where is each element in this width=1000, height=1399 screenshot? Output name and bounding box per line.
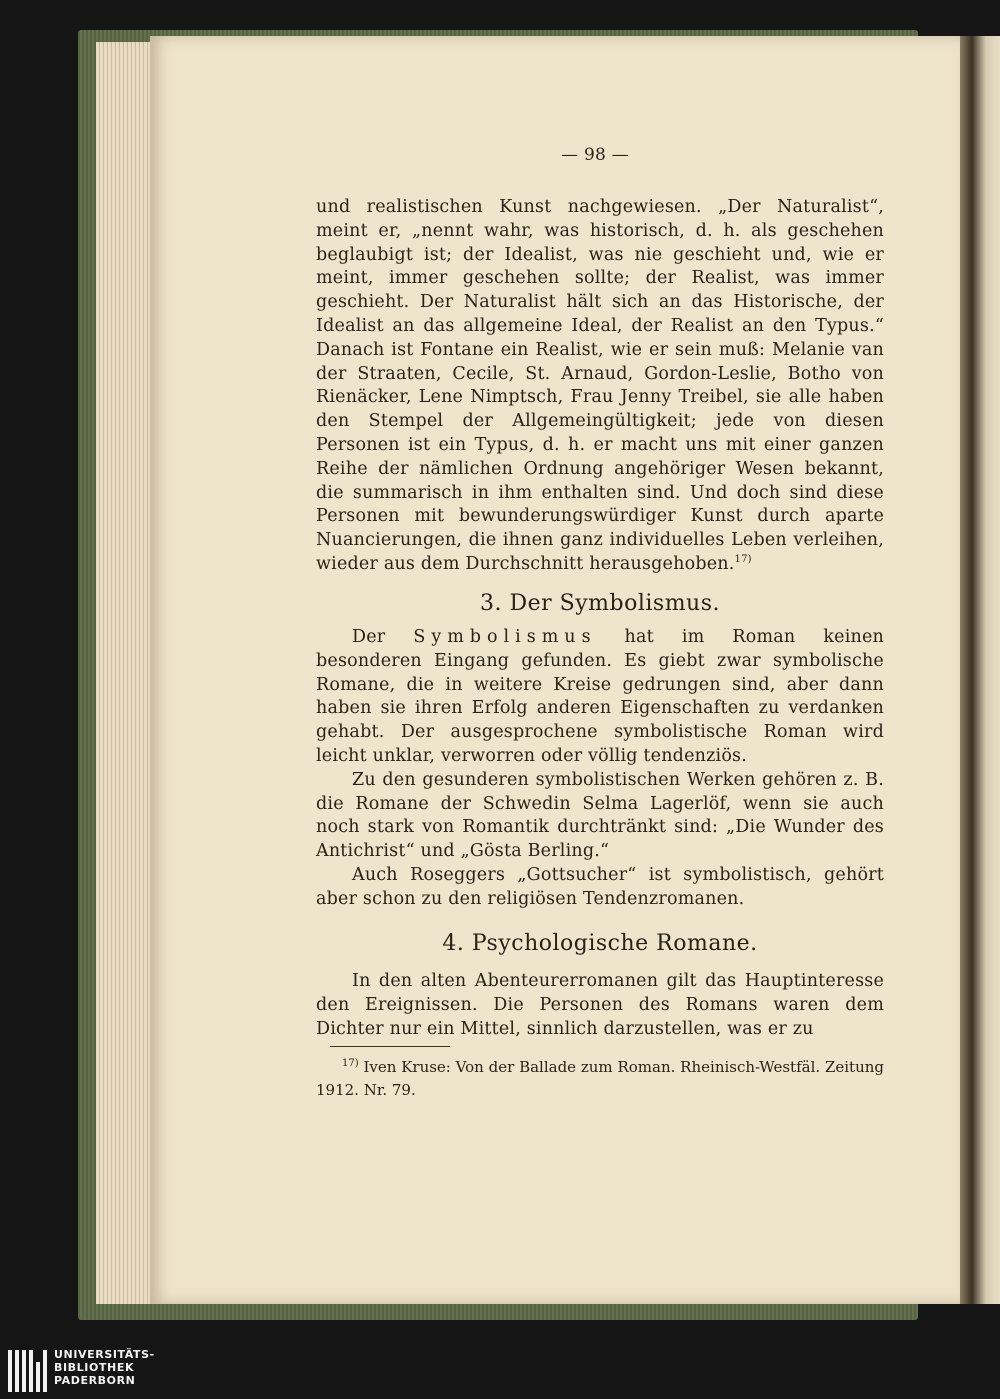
library-logo-icon: [8, 1350, 48, 1392]
paragraph-lead: Der: [352, 627, 386, 647]
paragraph-psychological-1: In den alten Abenteurerromanen gilt das Hauptinteresse den Ereignissen. Die Personen des Romans waren dem Dichter nur ein Mittel, sinnlich darzustellen, was er zu: [316, 971, 884, 1039]
section-symbolism: [316, 626, 884, 912]
footnote-marker: 17): [342, 1058, 359, 1069]
footnote-text: [316, 1056, 884, 1102]
logo-line: PADERBORN: [54, 1374, 136, 1387]
facing-page-gutter: [960, 36, 1000, 1304]
library-logo: [4, 1346, 204, 1396]
paragraph-symbolism-3: Auch Roseggers „Gottsucher“ ist symbolistisch, gehört aber schon zu den religiösen Tendenzromanen.: [316, 864, 884, 909]
paragraph-realism: [316, 196, 884, 577]
paragraph-symbolism-1: [316, 626, 884, 769]
footnote-ref: 17): [734, 554, 752, 566]
logo-line: BIBLIOTHEK: [54, 1361, 135, 1374]
footnote: [316, 1056, 884, 1102]
section-psychological: [316, 970, 884, 1041]
footnote-body: Iven Kruse: Von der Ballade zum Roman. Rheinisch-Westfäl. Zeitung 1912. Nr. 79.: [316, 1058, 884, 1099]
page-number: — 98 —: [561, 145, 629, 165]
section-heading-symbolism: 3. Der Symbolismus.: [479, 591, 721, 616]
emphasized-term: Symbolismus: [413, 627, 597, 647]
footnote-rule: [330, 1046, 450, 1047]
paragraph-rest: hat im Roman keinen besonderen Eingang gefunden. Es giebt zwar symbolische Romane, die in weitere Kreise gedrungen sind, aber dann haben sie ihren Erfolg anderen Eigenschaften zu verdanken gehabt. Der ausgesprochene symbolistische Roman wird leicht unklar, verworren oder völlig tendenziös.: [316, 627, 885, 766]
paragraph-body: und realistischen Kunst nachgewiesen. „Der Naturalist“, meint er, „nennt wahr, was historisch, d. h. als geschehen beglaubigt ist; der Idealist, was nie geschieht und, wie er meint, immer geschehen sollte; der Realist, was immer geschieht. Der Naturalist hält sich an das Historische, der Idealist an das allgemeine Ideal, der Realist an den Typus.“ Danach ist Fontane ein Realist, wie er sein muß: Melanie van der Straaten, Cecile, St. Arnaud, Gordon-Leslie, Botho von Rienäcker, Lene Nimptsch, Frau Jenny Treibel, sie alle haben den Stempel der Allgemeingültigkeit; jede von diesen Personen ist ein Typus, d. h. er macht uns mit einer ganzen Reihe der nämlichen Ordnung angehöriger Wesen bekannt, die summarisch in ihm enthalten sind. Und doch sind diese Personen mit bewunderungswürdiger Kunst durch aparte Nuancierungen, die ihnen ganz individuelles Leben verleihen, wieder aus dem Durchschnitt herausgehoben.: [316, 197, 884, 574]
library-logo-text: [54, 1348, 155, 1387]
paragraph-symbolism-2: Zu den gesunderen symbolistischen Werken gehören z. B. die Romane der Schwedin Selma Lagerlöf, wenn sie auch noch stark von Romantik durchtränkt sind: „Die Wunder des Antichrist“ und „Gösta Berling.“: [316, 769, 884, 862]
paragraph-text: [316, 196, 884, 577]
section-heading-psychological: 4. Psychologische Romane.: [442, 931, 758, 956]
logo-line: UNIVERSITÄTS-: [54, 1348, 155, 1361]
